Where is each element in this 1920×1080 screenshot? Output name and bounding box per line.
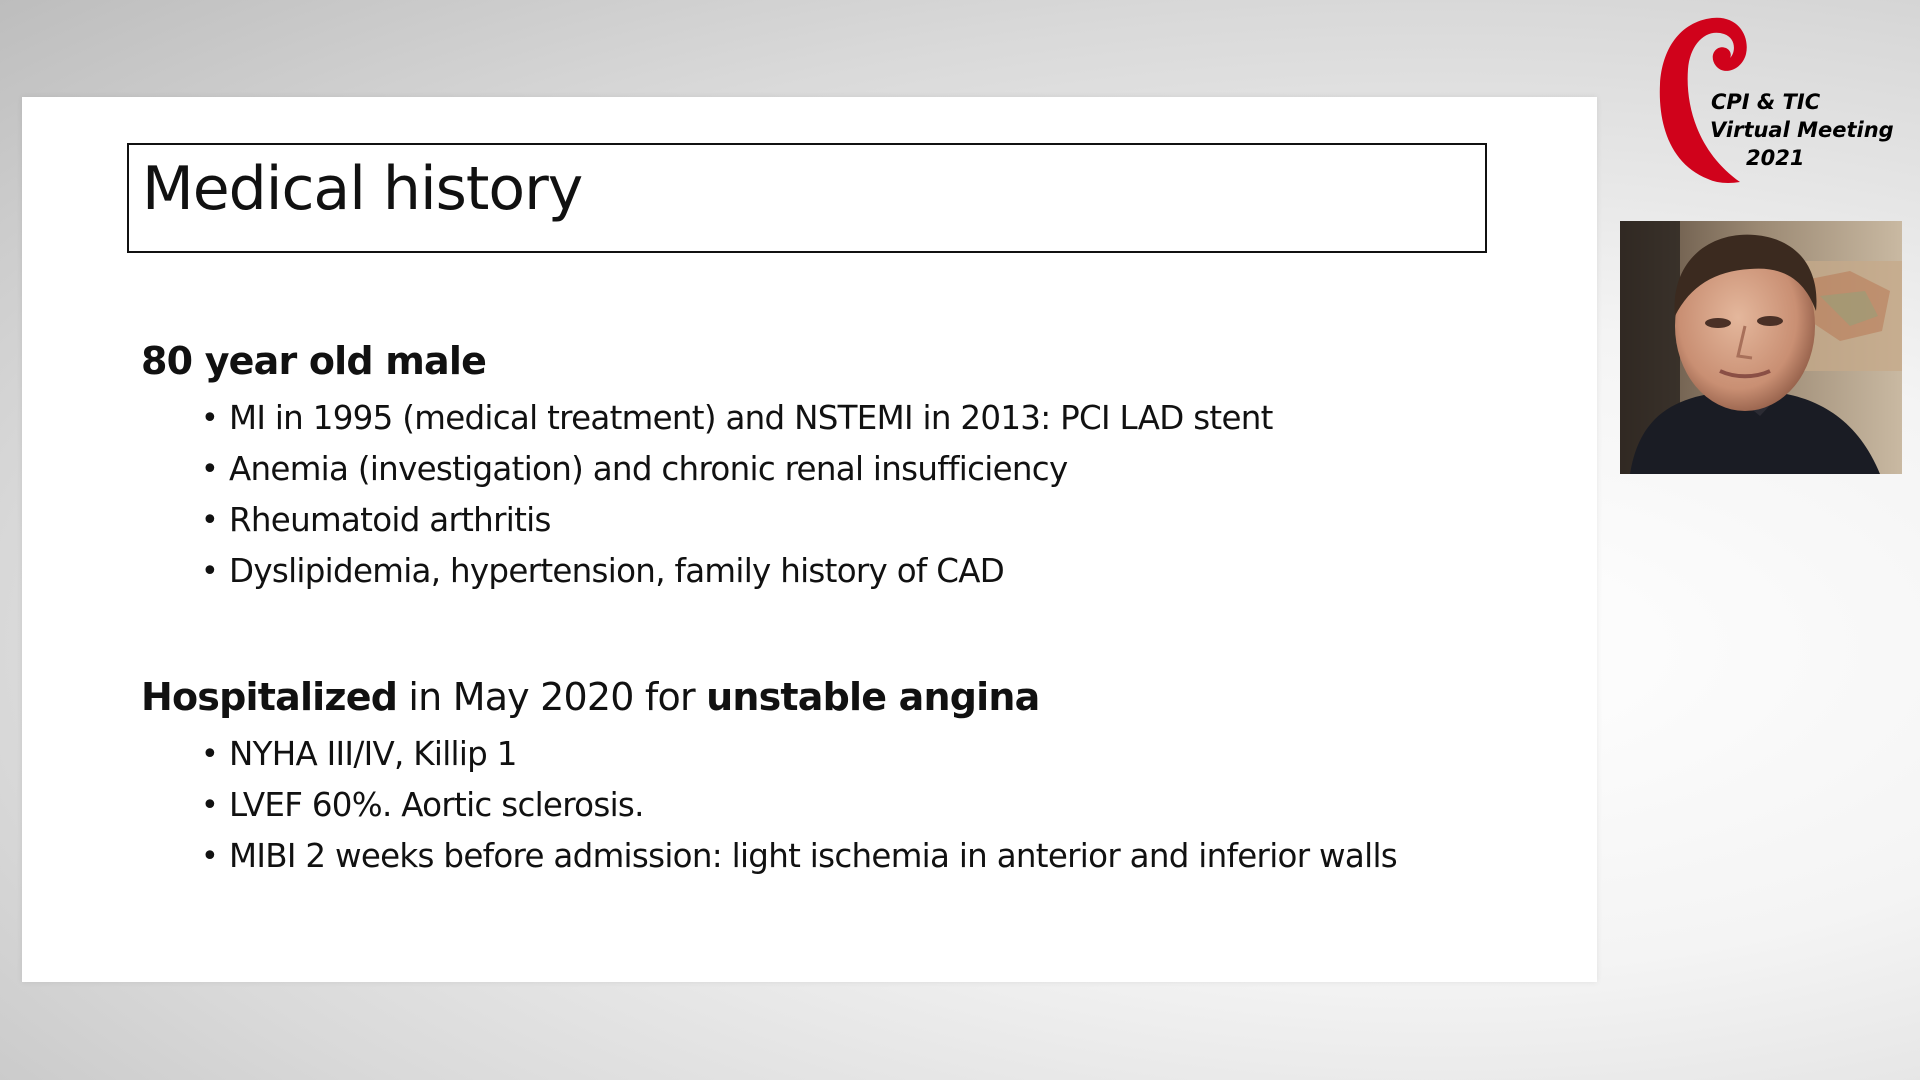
hospitalization-heading-regular: in May 2020 for xyxy=(397,675,707,719)
logo-line-2: Virtual Meeting xyxy=(1710,118,1894,142)
list-item xyxy=(141,831,1541,882)
hospitalization-list xyxy=(141,729,1541,882)
list-item-text: Rheumatoid arthritis xyxy=(229,501,551,539)
list-item-text: Dyslipidemia, hypertension, family history of CAD xyxy=(229,552,1005,590)
list-item xyxy=(141,495,1541,546)
bullet-icon: • xyxy=(201,737,218,772)
list-item xyxy=(141,444,1541,495)
patient-history-list xyxy=(141,393,1541,597)
list-item-text: Anemia (investigation) and chronic renal insufficiency xyxy=(229,450,1068,488)
hospitalization-heading-bold-1: Hospitalized xyxy=(141,675,398,719)
list-item-text: LVEF 60%. Aortic sclerosis. xyxy=(229,786,644,824)
presenter-video-icon xyxy=(1620,221,1902,474)
patient-heading-text: 80 year old male xyxy=(141,339,487,383)
list-item xyxy=(141,729,1541,780)
bullet-icon: • xyxy=(201,401,218,436)
slide-title: Medical history xyxy=(142,154,583,224)
patient-section xyxy=(141,337,1541,597)
bullet-icon: • xyxy=(201,788,218,823)
hospitalization-heading-bold-2: unstable angina xyxy=(706,675,1040,719)
list-item-text: MIBI 2 weeks before admission: light ischemia in anterior and inferior walls xyxy=(229,837,1398,875)
list-item xyxy=(141,393,1541,444)
list-item-text: NYHA III/IV, Killip 1 xyxy=(229,735,517,773)
presenter-webcam xyxy=(1620,221,1902,474)
bullet-icon: • xyxy=(201,839,218,874)
list-item xyxy=(141,546,1541,597)
bullet-icon: • xyxy=(201,554,218,589)
bullet-icon: • xyxy=(201,503,218,538)
logo-line-1: CPI & TIC xyxy=(1711,90,1821,114)
bullet-icon: • xyxy=(201,452,218,487)
logo-line-3: 2021 xyxy=(1746,146,1805,170)
list-item-text: MI in 1995 (medical treatment) and NSTEMI in 2013: PCI LAD stent xyxy=(229,399,1273,437)
hospitalization-section xyxy=(141,673,1541,882)
patient-heading xyxy=(141,337,1541,385)
slide-title-box xyxy=(127,143,1487,253)
list-item xyxy=(141,780,1541,831)
hospitalization-heading xyxy=(141,673,1541,721)
slide xyxy=(22,97,1597,982)
conference-logo xyxy=(1650,14,1900,189)
